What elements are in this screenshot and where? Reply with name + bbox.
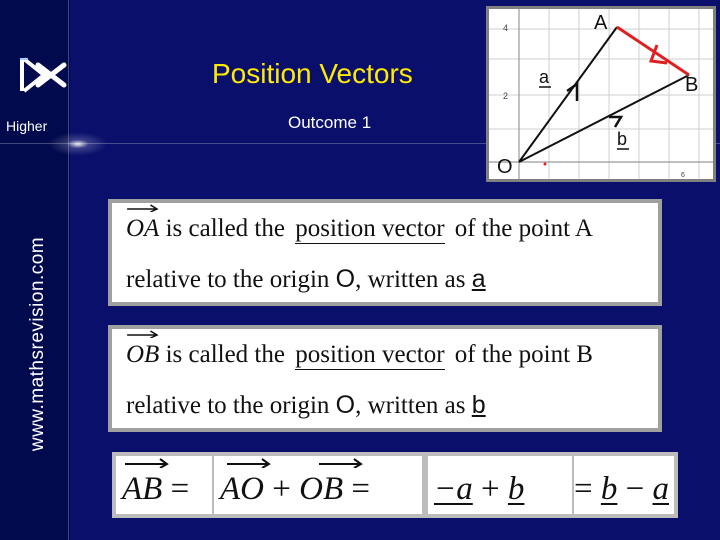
oa-before-text: is called the [165, 215, 285, 242]
maths-logo-icon [14, 55, 70, 95]
vector-b-line [519, 75, 689, 162]
oa-relative-text: relative to the origin [126, 266, 330, 293]
vector-diagram [486, 6, 716, 182]
equation-plus-1: + [272, 471, 291, 507]
ob-definition-line2 [126, 391, 486, 420]
vector-arrow-icon [318, 458, 364, 468]
equation-bar [112, 452, 678, 518]
ob-definition-panel [108, 325, 662, 432]
equation-b2: b [600, 471, 618, 507]
website-label: www.mathsrevision.com [27, 236, 48, 452]
equation-b: b [507, 471, 525, 507]
oa-definition-line1 [126, 215, 593, 244]
equation-ao-ob-box [214, 456, 422, 514]
ob-term-text: position vector [295, 341, 445, 368]
oa-origin-text: O [335, 265, 356, 293]
ob-symbol-text: b [471, 391, 486, 419]
equation-minus-a: −a [434, 471, 473, 507]
equation-equals-2: = [351, 471, 370, 507]
equation-plus-2: + [481, 471, 500, 507]
point-label-b: B [685, 74, 699, 96]
equation-b-minus-a-box [574, 456, 674, 514]
equation-minus-2: − [625, 471, 645, 507]
vector-b-arrow-icon [609, 117, 621, 127]
oa-definition-line2 [126, 265, 486, 294]
oa-vector-text: OA [126, 215, 160, 242]
equation-equals-1: = [170, 471, 190, 507]
oa-symbol-text: a [471, 265, 486, 293]
oa-definition-panel [108, 199, 662, 306]
equation-a2: a [652, 471, 669, 507]
ob-after-text: of the point B [454, 341, 593, 368]
tick-label-4: 4 [503, 23, 509, 33]
point-label-a: A [594, 12, 608, 34]
ob-vector-symbol [126, 341, 159, 369]
vector-ab-line [617, 27, 689, 75]
tick-label-6: 6 [681, 172, 685, 179]
vector-arrow-icon [126, 204, 159, 212]
oa-term-text: position vector [295, 215, 445, 242]
equation-ab: AB [122, 471, 163, 507]
vector-label-b: b [617, 129, 628, 149]
equation-ao: AO [220, 471, 264, 507]
page-title: Position Vectors [212, 58, 413, 89]
equation-neg-a-plus-b-box [428, 456, 572, 514]
ob-relative-text: relative to the origin [126, 392, 330, 419]
oa-vector-symbol [126, 215, 159, 243]
vector-label-a: a [539, 67, 550, 87]
ob-origin-text: O [335, 391, 356, 419]
ob-written-text: , written as [355, 392, 466, 419]
equation-equals-3: = [574, 471, 593, 507]
page-subtitle: Outcome 1 [288, 113, 372, 132]
ob-before-text: is called the [165, 341, 285, 368]
oa-after-text: of the point A [454, 215, 593, 242]
ob-vector-text: OB [126, 341, 160, 368]
point-label-o: O [497, 156, 513, 178]
equation-ab-box [116, 456, 212, 514]
vector-arrow-icon [124, 458, 170, 468]
tick-label-2: 2 [503, 91, 509, 101]
vector-arrow-icon [126, 330, 159, 338]
equation-ob: OB [299, 471, 344, 507]
light-flare [48, 132, 108, 156]
vector-arrow-icon [226, 458, 272, 468]
ob-definition-line1 [126, 341, 593, 370]
level-label: Higher [6, 118, 48, 134]
oa-written-text: , written as [355, 266, 466, 293]
